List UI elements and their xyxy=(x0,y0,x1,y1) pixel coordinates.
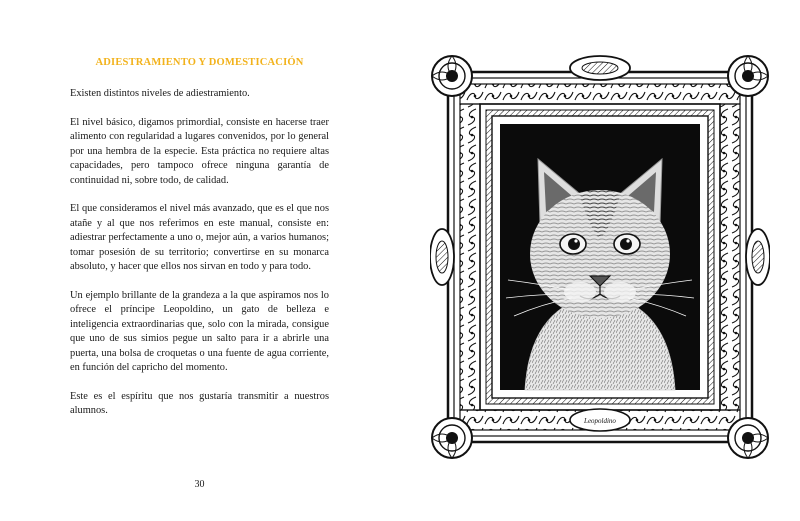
corner-ornament-bottom-right xyxy=(728,418,768,458)
chapter-heading: ADIESTRAMIENTO Y DOMESTICACIÓN xyxy=(95,57,304,68)
paragraph-5: Este es el espíritu que nos gustaría transmitir a nuestros alumnos. xyxy=(70,390,329,417)
body-text xyxy=(70,87,329,433)
side-medallion-right xyxy=(746,229,770,285)
corner-ornament-top-left xyxy=(432,56,472,96)
frame-top-band xyxy=(460,84,740,104)
frame-right-band xyxy=(720,104,740,410)
name-plaque xyxy=(570,409,630,431)
side-medallion-left xyxy=(430,229,454,285)
paragraph-4: Un ejemplo brillante de la grandeza a la que aspiramos nos lo ofrece el príncipe Leopoldino, un gato de belleza e inteligencia extraordinarias que, solo con la mirada, consigue que uno de sus simios pegue un salto para ir a abrirle una puerta, una bolsa de croquetas o una fuente de agua corriente, en función del capricho del momento. xyxy=(70,289,329,373)
ornate-frame-illustration xyxy=(430,54,770,460)
paragraph-3: El que consideramos el nivel más avanzado, que es el que nos atañe y al que nos referimos en este manual, consiste en: adiestrar perfectamente a uno o, mejor aún, a varios humanos; tomar posesión de su territorio; convertirse en su monarca absoluto, y hacer que ellos nos sirvan en todo y para todo. xyxy=(70,203,329,273)
paragraph-2: El nivel básico, digamos primordial, consiste en hacerse traer alimento con regularidad a lugares convenidos, por lo general por una hembra de la especie. Esta práctica no requiere altas capacidades, pero tampoco ofrece ninguna garantía de continuidad ni, sobre todo, de calidad. xyxy=(70,116,329,186)
page-number: 30 xyxy=(194,479,205,490)
paragraph-1: Existen distintos niveles de adiestramiento. xyxy=(70,88,250,99)
plaque-label: Leopoldino xyxy=(584,417,616,425)
right-page xyxy=(400,0,800,521)
frame-svg xyxy=(430,54,770,460)
frame-left-band xyxy=(460,104,480,410)
top-medallion xyxy=(570,56,630,80)
corner-ornament-bottom-left xyxy=(432,418,472,458)
corner-ornament-top-right xyxy=(728,56,768,96)
